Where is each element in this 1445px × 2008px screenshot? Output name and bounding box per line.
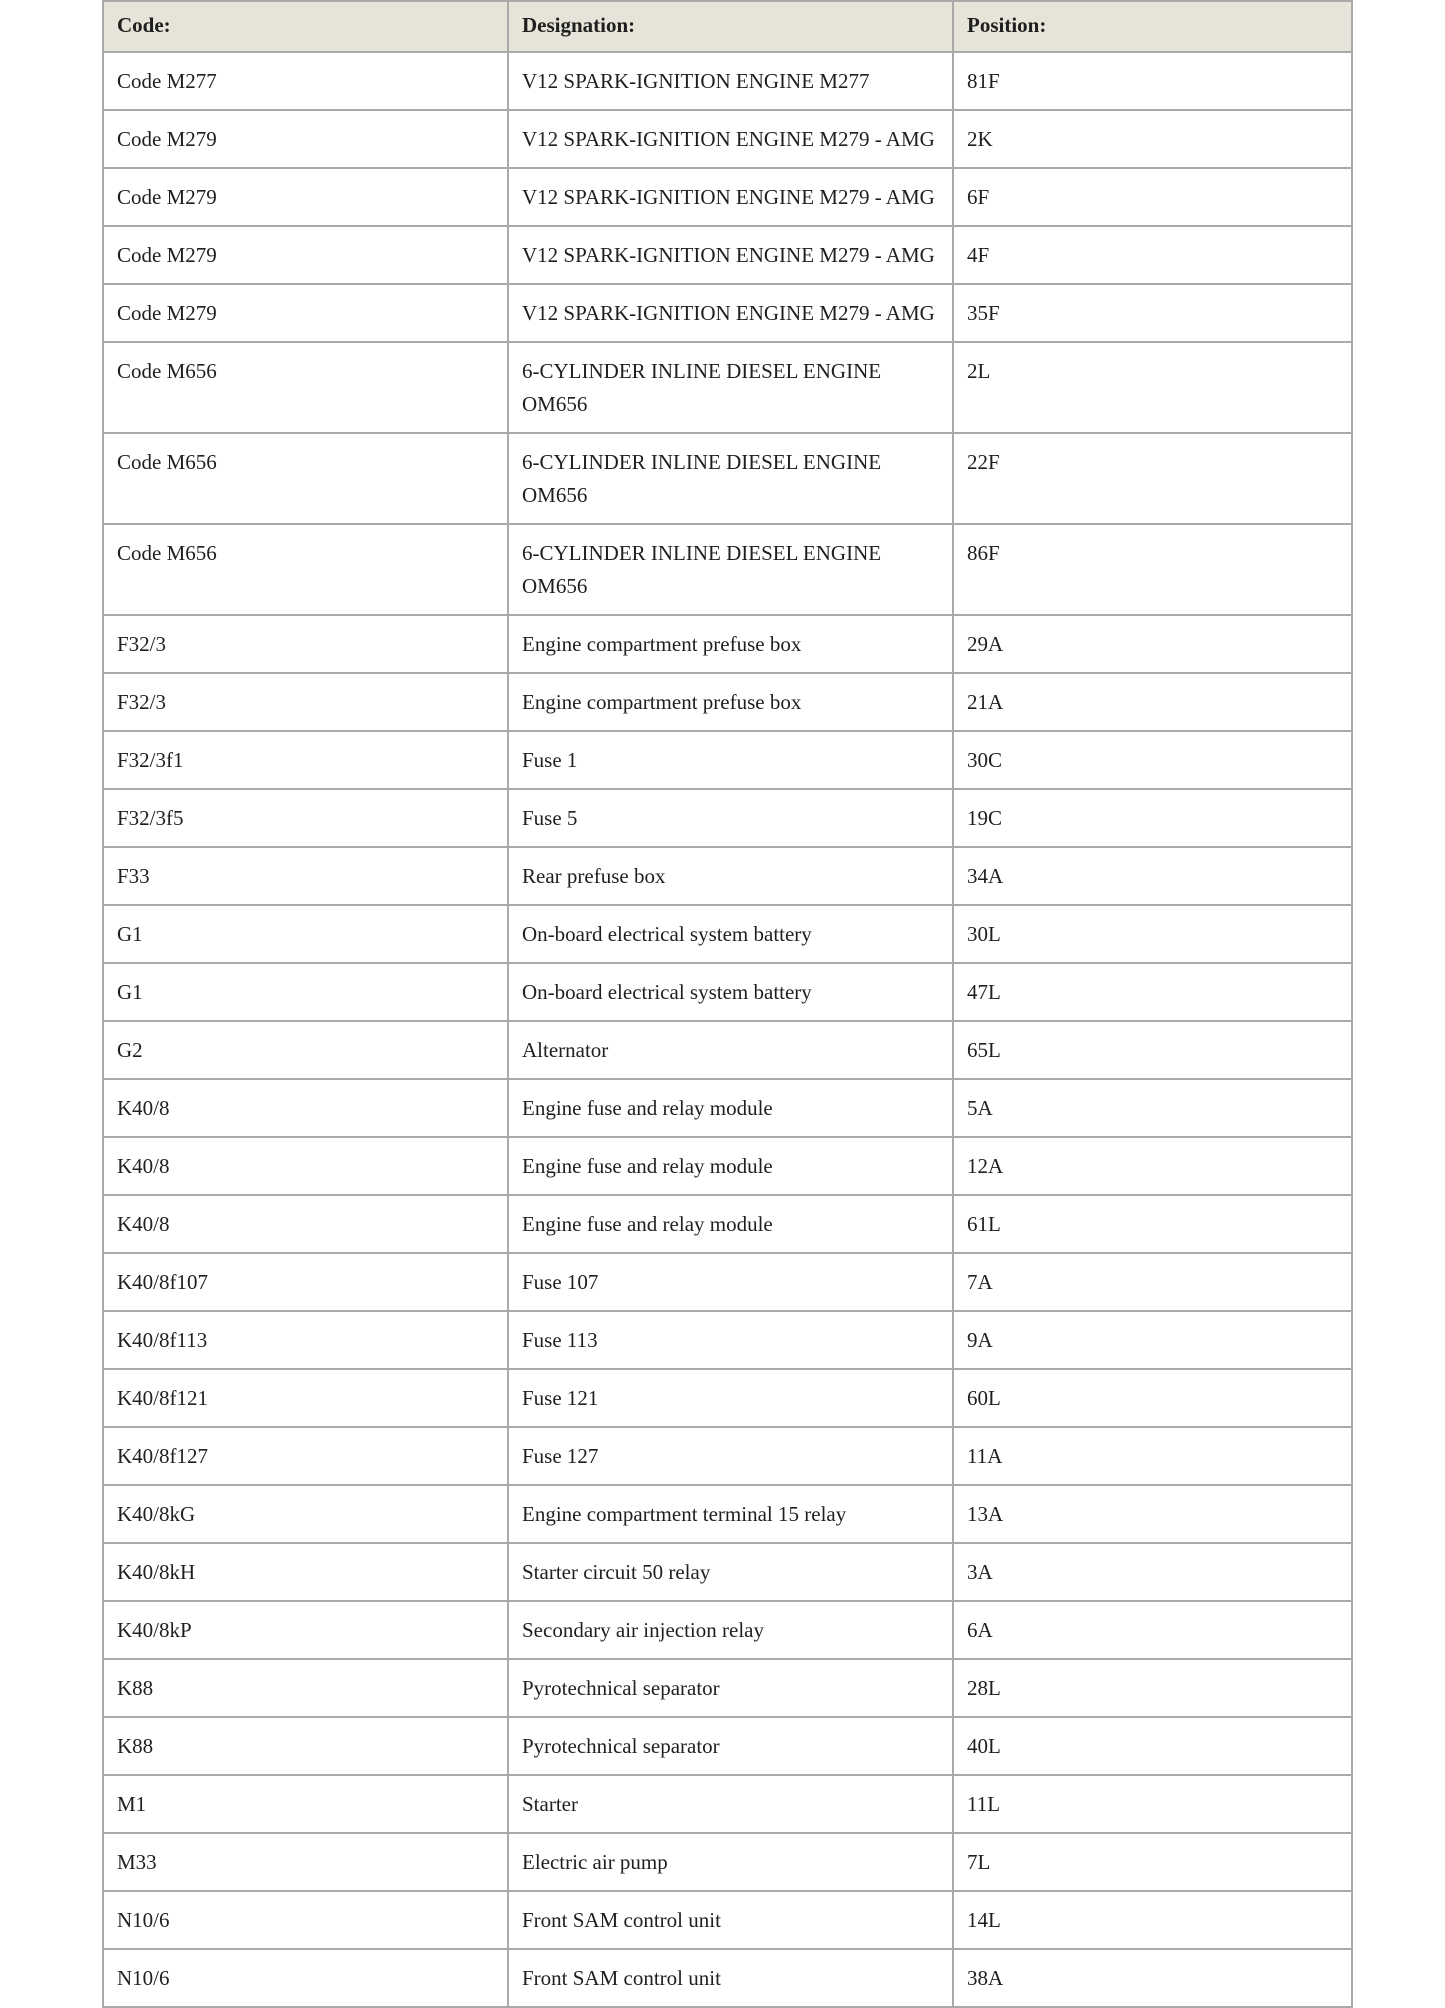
table-row [103,1137,1352,1195]
cell-designation: 6-CYLINDER INLINE DIESEL ENGINE OM656 [508,433,953,524]
cell-position: 28L [953,1659,1352,1717]
cell-code: F32/3f1 [103,731,508,789]
cell-position: 3A [953,1543,1352,1601]
cell-position: 9A [953,1311,1352,1369]
table-row [103,52,1352,110]
cell-code: K40/8 [103,1195,508,1253]
table-row [103,524,1352,615]
cell-designation: Pyrotechnical separator [508,1659,953,1717]
cell-code: Code M656 [103,433,508,524]
table-row [103,963,1352,1021]
cell-code: K88 [103,1717,508,1775]
table-row [103,433,1352,524]
header-designation: Designation: [508,1,953,52]
cell-position: 35F [953,284,1352,342]
cell-position: 29A [953,615,1352,673]
header-code: Code: [103,1,508,52]
cell-position: 13A [953,1485,1352,1543]
cell-position: 40L [953,1717,1352,1775]
cell-designation: V12 SPARK-IGNITION ENGINE M279 - AMG [508,168,953,226]
table-row [103,1369,1352,1427]
cell-code: Code M656 [103,342,508,433]
cell-position: 11A [953,1427,1352,1485]
cell-position: 34A [953,847,1352,905]
cell-designation: Fuse 107 [508,1253,953,1311]
cell-code: G2 [103,1021,508,1079]
cell-designation: Front SAM control unit [508,1891,953,1949]
cell-code: G1 [103,905,508,963]
cell-designation: V12 SPARK-IGNITION ENGINE M279 - AMG [508,110,953,168]
cell-position: 19C [953,789,1352,847]
cell-position: 6F [953,168,1352,226]
cell-designation: Engine compartment prefuse box [508,615,953,673]
cell-position: 7A [953,1253,1352,1311]
table-header-row [103,1,1352,52]
cell-designation: Electric air pump [508,1833,953,1891]
cell-position: 38A [953,1949,1352,2007]
table-row [103,1253,1352,1311]
cell-designation: Alternator [508,1021,953,1079]
table-row [103,731,1352,789]
table-row [103,1021,1352,1079]
cell-position: 86F [953,524,1352,615]
cell-designation: Starter circuit 50 relay [508,1543,953,1601]
cell-position: 47L [953,963,1352,1021]
table-row [103,1311,1352,1369]
cell-position: 6A [953,1601,1352,1659]
cell-code: G1 [103,963,508,1021]
table-row [103,1195,1352,1253]
cell-code: F32/3f5 [103,789,508,847]
table-row [103,226,1352,284]
cell-position: 11L [953,1775,1352,1833]
cell-designation: Engine fuse and relay module [508,1195,953,1253]
cell-designation: Engine fuse and relay module [508,1079,953,1137]
cell-designation: Fuse 121 [508,1369,953,1427]
cell-designation: 6-CYLINDER INLINE DIESEL ENGINE OM656 [508,524,953,615]
table-row [103,1543,1352,1601]
table-row [103,1717,1352,1775]
cell-code: K88 [103,1659,508,1717]
table-row [103,789,1352,847]
cell-designation: Engine compartment prefuse box [508,673,953,731]
cell-designation: V12 SPARK-IGNITION ENGINE M279 - AMG [508,226,953,284]
table-row [103,342,1352,433]
table-row [103,168,1352,226]
table-row [103,615,1352,673]
cell-designation: Rear prefuse box [508,847,953,905]
table-row [103,1891,1352,1949]
cell-designation: Engine compartment terminal 15 relay [508,1485,953,1543]
table-row [103,284,1352,342]
table-row [103,110,1352,168]
cell-code: K40/8kH [103,1543,508,1601]
table-row [103,673,1352,731]
cell-position: 7L [953,1833,1352,1891]
component-location-table-container [102,0,1351,2008]
cell-position: 22F [953,433,1352,524]
cell-code: K40/8f107 [103,1253,508,1311]
cell-designation: On-board electrical system battery [508,905,953,963]
cell-code: K40/8kP [103,1601,508,1659]
cell-designation: Fuse 1 [508,731,953,789]
cell-designation: Fuse 5 [508,789,953,847]
cell-designation: 6-CYLINDER INLINE DIESEL ENGINE OM656 [508,342,953,433]
cell-code: Code M279 [103,168,508,226]
cell-position: 14L [953,1891,1352,1949]
cell-code: K40/8f113 [103,1311,508,1369]
cell-position: 2K [953,110,1352,168]
cell-position: 12A [953,1137,1352,1195]
cell-designation: Fuse 113 [508,1311,953,1369]
cell-code: K40/8f127 [103,1427,508,1485]
table-row [103,1659,1352,1717]
cell-code: M1 [103,1775,508,1833]
cell-code: F32/3 [103,615,508,673]
cell-code: Code M279 [103,284,508,342]
cell-position: 60L [953,1369,1352,1427]
table-row [103,1427,1352,1485]
table-row [103,1079,1352,1137]
table-row [103,1485,1352,1543]
cell-designation: Secondary air injection relay [508,1601,953,1659]
cell-position: 81F [953,52,1352,110]
cell-position: 65L [953,1021,1352,1079]
cell-code: M33 [103,1833,508,1891]
cell-code: F33 [103,847,508,905]
cell-code: N10/6 [103,1949,508,2007]
cell-code: Code M277 [103,52,508,110]
cell-position: 30C [953,731,1352,789]
table-row [103,905,1352,963]
component-location-table [102,0,1353,2008]
cell-code: Code M656 [103,524,508,615]
cell-designation: Starter [508,1775,953,1833]
cell-designation: Engine fuse and relay module [508,1137,953,1195]
cell-code: Code M279 [103,226,508,284]
cell-position: 2L [953,342,1352,433]
cell-position: 61L [953,1195,1352,1253]
cell-code: K40/8 [103,1137,508,1195]
cell-designation: V12 SPARK-IGNITION ENGINE M279 - AMG [508,284,953,342]
cell-position: 4F [953,226,1352,284]
cell-position: 30L [953,905,1352,963]
table-row [103,1601,1352,1659]
cell-designation: V12 SPARK-IGNITION ENGINE M277 [508,52,953,110]
table-row [103,1949,1352,2007]
table-row [103,847,1352,905]
table-row [103,1833,1352,1891]
cell-code: K40/8f121 [103,1369,508,1427]
cell-code: F32/3 [103,673,508,731]
cell-designation: On-board electrical system battery [508,963,953,1021]
cell-position: 21A [953,673,1352,731]
header-position: Position: [953,1,1352,52]
cell-code: K40/8kG [103,1485,508,1543]
table-row [103,1775,1352,1833]
cell-designation: Pyrotechnical separator [508,1717,953,1775]
table-body [103,52,1352,2007]
cell-designation: Fuse 127 [508,1427,953,1485]
table-header [103,1,1352,52]
cell-code: K40/8 [103,1079,508,1137]
cell-designation: Front SAM control unit [508,1949,953,2007]
cell-code: N10/6 [103,1891,508,1949]
cell-position: 5A [953,1079,1352,1137]
cell-code: Code M279 [103,110,508,168]
